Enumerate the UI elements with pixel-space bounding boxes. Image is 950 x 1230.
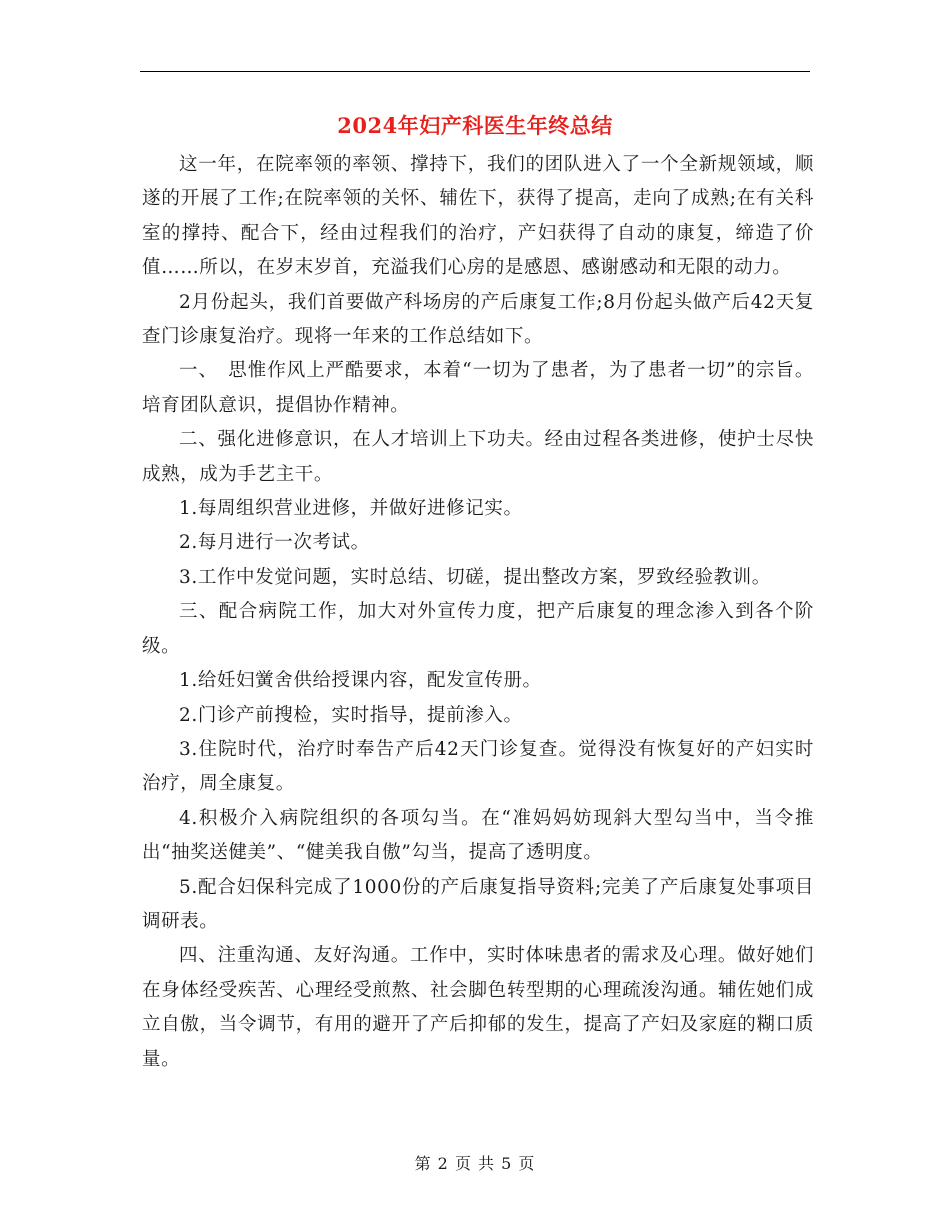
page-number: 第 2 页 共 5 页 <box>414 1154 536 1173</box>
paragraph-item: 1.每周组织营业进修，并做好进修记实。 <box>179 498 523 520</box>
paragraph-item: 3.工作中发觉问题，实时总结、切磋，提出整改方案，罗致经验教训。 <box>179 566 771 588</box>
header-rule <box>140 71 810 72</box>
paragraph-item: 2.门诊产前搜检，实时指导，提前渗入。 <box>179 704 523 726</box>
paragraph-item: 3.住院时代，治疗时奉告产后42天门诊复查。觉得没有恢复好的产妇实时治疗，周全康复。 <box>142 738 814 795</box>
page-footer <box>0 1152 950 1176</box>
paragraph-item: 5.配合妇保科完成了1000份的产后康复指导资料;完美了产后康复处事项目调研表。 <box>142 876 814 932</box>
paragraph-section-3: 三、配合病院工作，加大对外宣传力度，把产后康复的理念渗入到各个阶级。 <box>142 601 814 657</box>
document-body <box>142 148 814 1077</box>
paragraph-item: 4.积极介入病院组织的各项勾当。在“准妈妈妨现斜大型勾当中，当令推出“抽奖送健美”、“健美我自傲”勾当，提高了透明度。 <box>142 807 814 864</box>
document-title: 2024年妇产科医生年终总结 <box>337 113 613 138</box>
paragraph-schedule: 2月份起头，我们首要做产科场房的产后康复工作;8月份起头做产后42天复查门诊康复治疗。现将一年来的工作总结如下。 <box>142 291 814 348</box>
paragraph-intro: 这一年，在院率领的率领、撑持下，我们的团队进入了一个全新规领域，顺遂的开展了工作;在院率领的关怀、辅佐下，获得了提高，走向了成熟;在有关科室的撑持、配合下，经由过程我们的治疗，产妇获得了自动的康复，缔造了价值……所以，在岁末岁首，充溢我们心房的是感恩、感谢感动和无限的动力。 <box>142 154 814 279</box>
paragraph-item: 2.每月进行一次考试。 <box>179 532 370 554</box>
paragraph-section-2: 二、强化进修意识，在人才培训上下功夫。经由过程各类进修，使护士尽快成熟，成为手艺主干。 <box>142 429 814 485</box>
paragraph-section-4: 四、注重沟通、友好沟通。工作中，实时体味患者的需求及心理。做好她们在身体经受疾苦、心理经受煎熬、社会脚色转型期的心理疏浚沟通。辅佐她们成立自傲，当令调节，有用的避开了产后抑郁的发生，提高了产妇及家庭的糊口质量。 <box>142 945 814 1070</box>
paragraph-section-1: 一、 思惟作风上严酷要求，本着“一切为了患者，为了患者一切”的宗旨。培育团队意识，提倡协作精神。 <box>142 360 814 416</box>
paragraph-item: 1.给妊妇黉舍供给授课内容，配发宣传册。 <box>179 670 542 692</box>
